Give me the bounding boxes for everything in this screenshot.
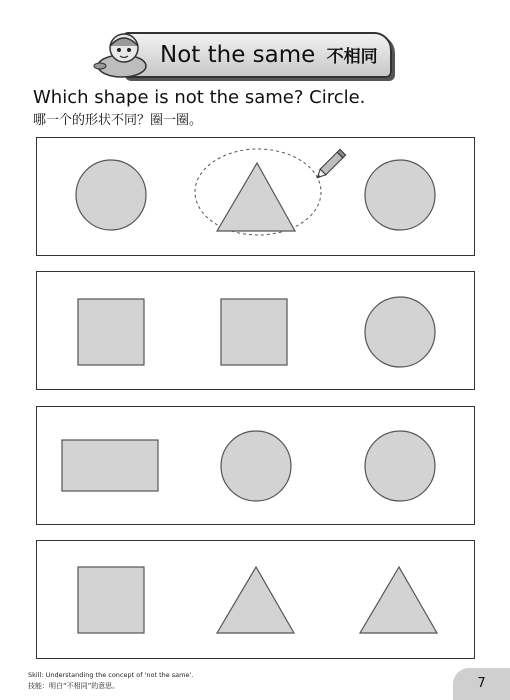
shape-circle[interactable] <box>365 431 435 501</box>
shape-square[interactable] <box>221 299 287 365</box>
shape-row-1 <box>36 137 475 256</box>
shape-row-4 <box>36 540 475 659</box>
shape-circle[interactable] <box>76 160 146 230</box>
shape-circle[interactable] <box>365 297 435 367</box>
shape-triangle[interactable] <box>360 567 437 633</box>
page-title <box>160 40 378 70</box>
skill-note-chinese: 技能：明白“不相同”的意思。 <box>28 682 120 690</box>
shape-square[interactable] <box>78 299 144 365</box>
shape-triangle[interactable] <box>217 567 294 633</box>
page-number: 7 <box>477 676 486 691</box>
shape-square[interactable] <box>78 567 144 633</box>
title-chinese: 不相同 <box>326 47 378 67</box>
title-english: Not the same <box>160 42 316 68</box>
instruction-chinese: 哪一个的形状不同？圈一圈。 <box>33 113 203 128</box>
shape-circle[interactable] <box>221 431 291 501</box>
pencil-icon <box>315 149 346 180</box>
skill-note-english: Skill: Understanding the concept of 'not the same'. <box>28 671 194 679</box>
shape-rectangle[interactable] <box>62 440 158 491</box>
instruction-english: Which shape is not the same? Circle. <box>33 87 366 108</box>
shape-circle[interactable] <box>365 160 435 230</box>
shape-triangle[interactable] <box>217 163 295 231</box>
shape-row-3 <box>36 406 475 525</box>
shape-row-2 <box>36 271 475 390</box>
page-number-tab <box>453 668 510 700</box>
child-in-plane-icon <box>92 26 156 82</box>
